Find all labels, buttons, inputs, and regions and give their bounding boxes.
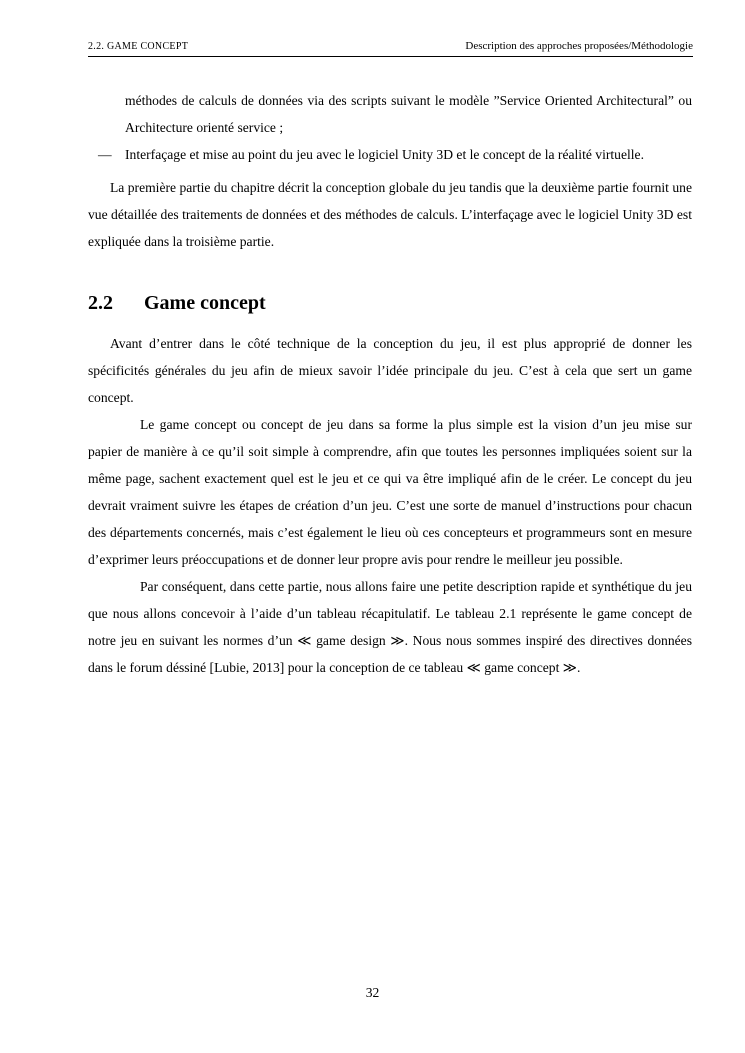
page-number: 32 xyxy=(365,985,380,1000)
intro-paragraph: La première partie du chapitre décrit la conception globale du jeu tandis que la deuxième partie fournit une vue détaillée des traitements de données et des méthodes de calculs. L’interfaçage avec le logiciel Unity 3D est expliquée dans la troisième partie. xyxy=(88,180,692,249)
page-body xyxy=(88,87,692,681)
paragraph: Avant d’entrer dans le côté technique de la conception du jeu, il est plus approprié de donner les spécificités générales du jeu afin de mieux savoir l’idée principale du jeu. C’est à cela que sert un game concept. xyxy=(88,336,692,405)
section-title: Game concept xyxy=(144,292,266,314)
list-bullet: — xyxy=(98,147,112,162)
paragraph: Par conséquent, dans cette partie, nous allons faire une petite description rapide et synthétique du jeu que nous allons concevoir à l’aide d’un tableau récapitulatif. Le tableau 2.1 représente le game concept de notre jeu en suivant les normes d’un ≪ game design ≫. Nous nous sommes inspiré des directives données dans le forum déssiné [Lubie, 2013] pour la conception de ce tableau ≪ game concept ≫. xyxy=(88,579,692,675)
section-heading xyxy=(88,285,692,321)
list-item-text: Interfaçage et mise au point du jeu avec le logiciel Unity 3D et le concept de la réalité virtuelle. xyxy=(125,147,644,162)
list-item-continuation: méthodes de calculs de données via des scripts suivant le modèle ”Service Oriented Architectural” ou Architecture orienté service ; xyxy=(125,93,692,135)
header-chapter-title: Description des approches proposées/Méthodologie xyxy=(465,40,693,52)
paragraph: Le game concept ou concept de jeu dans sa forme la plus simple est la vision d’un jeu mise sur papier de manière à ce qu’il soit simple à comprendre, afin que toutes les personnes impliquées soient sur la même page, sachent exactement quel est le jeu et ce qui va être impliqué afin de le créer. Le concept du jeu devrait vraiment suivre les étapes de création d’un jeu. C’est une sorte de manuel d’instructions pour chacun des départements concernés, mais c’est également le lieu où ces concepteurs et programmeurs sont en mesure d’exprimer leurs préoccupations et de donner leur propre avis pour rendre le meilleur jeu possible. xyxy=(88,417,692,567)
list-item xyxy=(88,141,692,168)
section-number: 2.2 xyxy=(88,292,113,314)
running-header xyxy=(88,40,693,57)
header-section-label: 2.2. GAME CONCEPT xyxy=(88,41,189,52)
